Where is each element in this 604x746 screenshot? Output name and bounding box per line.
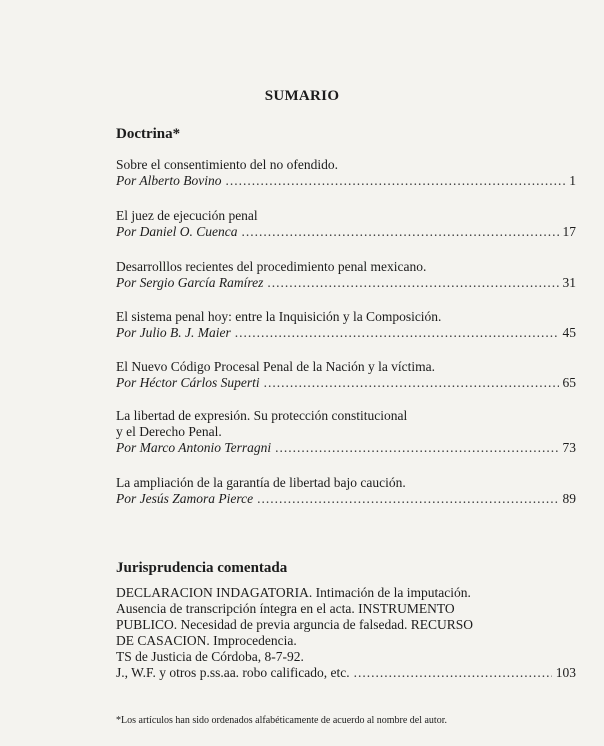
dot-leader xyxy=(264,375,559,391)
entry-author-row xyxy=(116,173,576,189)
toc-entry xyxy=(116,309,576,341)
entry-title: Desarrolllos recientes del procedimiento penal mexicano. xyxy=(116,259,427,274)
entry-author-row xyxy=(116,275,576,291)
entry-title: El sistema penal hoy: entre la Inquisición y la Composición. xyxy=(116,309,442,324)
entry-title: La libertad de expresión. Su protección constitucional xyxy=(116,408,408,423)
jur-last-row xyxy=(116,665,576,681)
jurisprudencia-heading: Jurisprudencia comentada xyxy=(116,560,288,576)
entry-page: 65 xyxy=(562,375,576,390)
dot-leader xyxy=(275,440,558,456)
jur-page: 103 xyxy=(555,665,576,680)
entry-author: Por Héctor Cárlos Superti xyxy=(116,375,260,390)
entry-author: Por Alberto Bovino xyxy=(116,173,222,188)
dot-leader xyxy=(226,173,566,189)
jurisprudencia-entry xyxy=(116,585,576,681)
entry-title: El juez de ejecución penal xyxy=(116,208,258,223)
entry-author: Por Sergio García Ramírez xyxy=(116,275,264,290)
entry-author-row xyxy=(116,325,576,341)
entry-title: El Nuevo Código Procesal Penal de la Nación y la víctima. xyxy=(116,359,436,374)
toc-entry xyxy=(116,359,576,391)
entry-title-continued: y el Derecho Penal. xyxy=(116,424,222,439)
toc-entry xyxy=(116,475,576,507)
toc-entry xyxy=(116,408,576,456)
dot-leader xyxy=(354,665,552,681)
entry-page: 73 xyxy=(562,440,576,455)
entry-title: Sobre el consentimiento del no ofendido. xyxy=(116,157,338,172)
entry-author-row xyxy=(116,375,576,391)
entry-page: 45 xyxy=(562,325,576,340)
entry-title: La ampliación de la garantía de libertad bajo caución. xyxy=(116,475,406,490)
doctrina-heading: Doctrina* xyxy=(116,126,181,142)
jur-line: PUBLICO. Necesidad de previa arguncia de falsedad. RECURSO xyxy=(116,617,474,632)
toc-entry xyxy=(116,157,576,189)
dot-leader xyxy=(241,224,558,240)
entry-author-row xyxy=(116,491,576,507)
entry-page: 89 xyxy=(562,491,576,506)
entry-author: Por Jesús Zamora Pierce xyxy=(116,491,254,506)
toc-entry xyxy=(116,259,576,291)
entry-page: 17 xyxy=(562,224,576,239)
dot-leader xyxy=(235,325,559,341)
entry-page: 31 xyxy=(562,275,576,290)
jur-case: J., W.F. y otros p.ss.aa. robo calificado, etc. xyxy=(116,665,350,680)
jur-line: DECLARACION INDAGATORIA. Intimación de la imputación. xyxy=(116,585,471,600)
jur-line: DE CASACION. Improcedencia. xyxy=(116,633,297,648)
jur-line: Ausencia de transcripción íntegra en el acta. INSTRUMENTO xyxy=(116,601,455,616)
entry-author: Por Daniel O. Cuenca xyxy=(116,224,238,239)
toc-entry xyxy=(116,208,576,240)
entry-author: Por Marco Antonio Terragni xyxy=(116,440,272,455)
entry-page: 1 xyxy=(569,173,576,188)
entry-author-row xyxy=(116,440,576,456)
footnote: *Los artículos han sido ordenados alfabéticamente de acuerdo al nombre del autor. xyxy=(116,715,447,726)
entry-author: Por Julio B. J. Maier xyxy=(116,325,231,340)
dot-leader xyxy=(267,275,558,291)
entry-author-row xyxy=(116,224,576,240)
page-title: SUMARIO xyxy=(264,88,340,104)
jur-line: TS de Justicia de Córdoba, 8-7-92. xyxy=(116,649,304,664)
dot-leader xyxy=(257,491,558,507)
